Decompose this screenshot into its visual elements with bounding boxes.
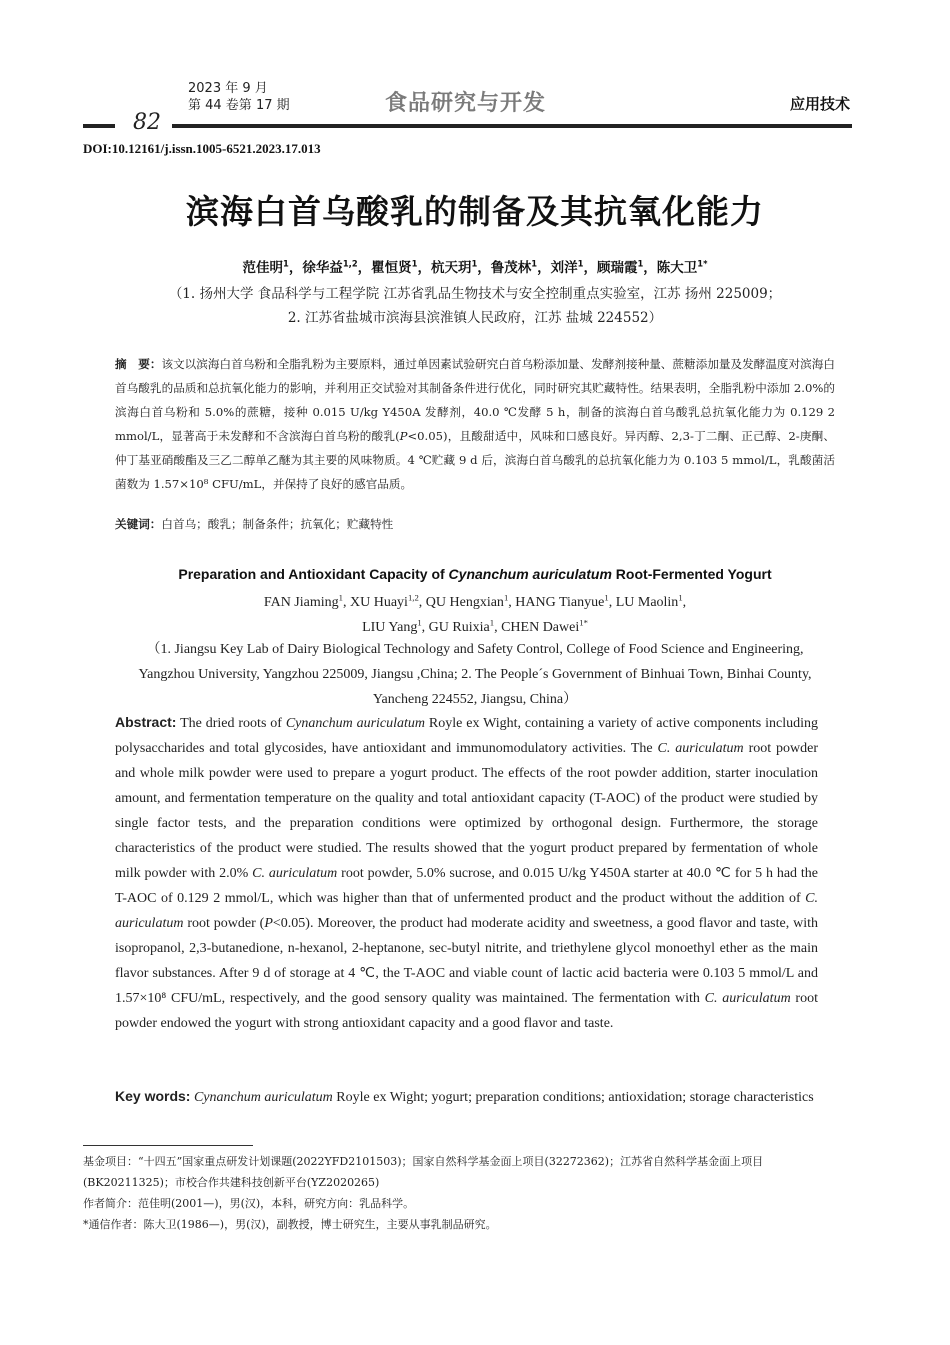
issue-volume: 第 44 卷第 17 期: [188, 98, 290, 113]
affiliation-line: 2. 江苏省盐城市滨海县滨淮镇人民政府，江苏 盐城 224552）: [287, 310, 663, 326]
abstract-text: Royle ex Wight, containing a variety of active components including polysaccharides and total glycosides, have antioxidant and immunomodulatory activities. The: [115, 716, 818, 756]
abstract-label-en: Abstract:: [115, 714, 177, 730]
author-name: 瞿恒贤: [371, 260, 412, 276]
species-name: C. auriculatum: [115, 891, 818, 931]
species-name: C. auriculatum: [657, 741, 744, 756]
author-affil-mark: 1: [283, 258, 289, 269]
abstract-cn: [115, 352, 835, 496]
author-affil-mark: 1: [531, 258, 538, 269]
author-affil-mark: 1: [489, 617, 495, 628]
affiliations-cn: [0, 282, 950, 330]
title-text: Root-Fermented Yogurt: [611, 566, 772, 582]
issue-date: 2023 年 9 月: [188, 81, 268, 96]
author-name: 鲁茂林: [490, 260, 532, 276]
author-list-cn: 范佳明$^1$，徐华益$^{1,2}$，瞿恒贤$^1$，杭天玥$^1$，鲁茂林$^1$，刘洋$^1$，顾瑞霞$^1$，陈大卫$^{1*}$: [242, 258, 708, 276]
abstract-text: root powder (: [183, 916, 265, 931]
species-name: C. auriculatum: [252, 866, 338, 881]
author-name: 杭天玥: [430, 260, 472, 276]
author-name: 范佳明: [242, 260, 283, 276]
abstract-text: root powder endowed the yogurt with strong antioxidant capacity and a good flavor and taste.: [115, 991, 818, 1031]
paper-title-en: [0, 566, 950, 582]
author-affil-mark: 1*: [579, 617, 588, 628]
funding-note: 基金项目：“十四五”国家重点研发计划课题(2022YFD2101503)；国家自然科学基金面上项目(32272362)；江苏省自然科学基金面上项目(BK20211325)；市校合作共建科技创新平台(YZ2020265): [83, 1155, 764, 1189]
author-affil-mark: 1: [604, 592, 609, 603]
issue-date-block: [188, 80, 290, 114]
author-name: QU Hengxian: [425, 595, 504, 610]
author-name: 顾瑞霞: [596, 260, 638, 276]
keywords-text: 白首乌；酸乳；制备条件；抗氧化；贮藏特性: [161, 517, 394, 531]
author-affil-mark: 1,2: [407, 592, 419, 603]
keywords-label-cn: 关键词：: [115, 517, 162, 531]
corresponding-author-note: *通信作者：陈大卫(1986—)，男(汉)，副教授，博士研究生，主要从事乳制品研究。: [83, 1218, 497, 1231]
affiliations-en: （1. Jiangsu Key Lab of Dairy Biological Technology and Safety Control, College of Food Science and Engineering, Yangzhou University, Yangzhou 225009, Jiangsu ,China; 2. The People´s Government of Binhuai Town, Binhai County, Yancheng 224552, Jiangsu, China）: [138, 642, 812, 707]
author-line: FAN Jiaming$^1$, XU Huayi$^{1,2}$, QU Hengxian$^1$, HANG Tianyue$^1$, LU Maolin$^1$,: [263, 592, 687, 610]
section-label: 应用技术: [789, 95, 850, 113]
keywords-en: [115, 1084, 818, 1110]
page-number: 82: [133, 110, 161, 135]
keywords-text: Royle ex Wight; yogurt; preparation conditions; antioxidation; storage characteristics: [332, 1090, 814, 1105]
footnote-rule: [83, 1145, 253, 1146]
keywords-label-en: Key words:: [115, 1088, 191, 1104]
author-name: LIU Yang: [362, 620, 418, 635]
abstract-en: [115, 710, 818, 1036]
abstract-text: <0.05)，且酸甜适中，风味和口感良好。异丙醇、2,3-丁二酮、正己醇、2-庚酮、仲丁基亚硝酸酯及三乙二醇单乙醚为其主要的风味物质。4 ℃贮藏 9 d 后，滨海白首乌酸乳的总抗氧化能力为 0.103 5 mmol/L，乳酸菌活菌数为 1.57×10⁸ CFU/mL，并保持了良好的感官品质。: [115, 429, 835, 491]
footnotes: [83, 1151, 853, 1235]
affiliation-line: （1. 扬州大学 食品科学与工程学院 江苏省乳品生物技术与安全控制重点实验室，江苏 扬州 225009；: [168, 286, 782, 302]
paper-title-cn: 滨海白首乌酸乳的制备及其抗氧化能力: [186, 192, 764, 231]
header-rule-left: [83, 124, 115, 128]
p-value-symbol: P: [264, 916, 273, 931]
abstract-label-cn: 摘 要：: [115, 357, 162, 371]
journal-name: 食品研究与开发: [385, 91, 547, 116]
author-line: LIU Yang$^1$, GU Ruixia$^1$, CHEN Dawei$^{1*}$: [362, 617, 588, 635]
author-name: GU Ruixia: [428, 620, 490, 635]
author-name: LU Maolin: [615, 595, 679, 610]
header-rule-right: [172, 124, 852, 128]
author-affil-mark: 1: [471, 258, 478, 269]
species-name: Cynanchum auriculatum: [448, 566, 612, 582]
species-name: C. auriculatum: [704, 991, 791, 1006]
species-name: Cynanchum auriculatum: [193, 1090, 333, 1105]
author-affil-mark: 1,2: [342, 258, 358, 269]
author-affil-mark: 1: [678, 592, 683, 603]
author-affil-mark: 1: [503, 592, 509, 603]
author-affil-mark: 1: [577, 258, 584, 269]
author-affil-mark: 1*: [697, 258, 708, 269]
author-name: XU Huayi: [350, 595, 408, 610]
abstract-text: 该文以滨海白首乌粉和全脂乳粉为主要原料，通过单因素试验研究白首乌粉添加量、发酵剂接种量、蔗糖添加量及发酵温度对滨海白首乌酸乳的品质和总抗氧化能力的影响，并利用正交试验对其制备条件进行优化，同时研究其贮藏特性。结果表明，全脂乳粉中添加 2.0%的滨海白首乌粉和 5.0%的蔗糖，接种 0.015 U/kg Y450A 发酵剂，40.0 ℃发酵 5 h，制备的滨海白首乌酸乳总抗氧化能力为 0.129 2 mmol/L，显著高于未发酵和不含滨海白首乌粉的酸乳(: [115, 357, 835, 443]
abstract-text: root powder and whole milk powder were used to prepare a yogurt product. The effects of the root powder addition, starter inoculation amount, and fermentation temperature on the quality and total antioxidant capacity (T-AOC) of the product were studied by single factor tests, and the preparation conditions were optimized by orthogonal design. Furthermore, the storage characteristics of the product were studied. The results showed that the yogurt product prepared by fermentation of whole milk powder with 2.0%: [115, 741, 819, 881]
author-name: 徐华益: [302, 260, 343, 276]
author-name: FAN Jiaming: [263, 595, 339, 610]
author-affil-mark: 1: [338, 592, 343, 603]
author-name: 刘洋: [550, 260, 578, 276]
author-affil-mark: 1: [411, 258, 418, 269]
abstract-text: root powder, 5.0% sucrose, and 0.015 U/kg Y450A starter at 40.0 ℃ for 5 h had the T-AOC of 0.129 2 mmol/L, which was higher than that of unfermented product and the product without the addition of: [115, 866, 818, 906]
p-value-symbol: P: [399, 429, 408, 443]
author-list-en: [0, 590, 950, 640]
abstract-text: The dried roots of: [176, 716, 286, 731]
author-name: HANG Tianyue: [515, 595, 605, 610]
doi-link[interactable]: DOI:10.12161/j.issn.1005-6521.2023.17.013: [83, 141, 321, 156]
author-name: 陈大卫: [656, 260, 698, 276]
abstract-text: <0.05). Moreover, the product had moderate acidity and sweetness, a good flavor and taste, with isopropanol, 2,3-butanedione, n-hexanol, 2-heptanone, sec-butyl nitrite, and triethylene glycol monoethyl ether as the main flavor substances. After 9 d of storage at 4 ℃, the T-AOC and viable count of lactic acid bacteria were 0.103 5 mmol/L and 1.57×10⁸ CFU/mL, respectively, and the good sensory quality was maintained. The fermentation with: [115, 916, 818, 1006]
author-affil-mark: 1: [637, 258, 644, 269]
title-text: Preparation and Antioxidant Capacity of: [178, 566, 449, 582]
author-name: CHEN Dawei: [501, 620, 580, 635]
keywords-cn: [115, 514, 835, 534]
author-affil-mark: 1: [417, 617, 422, 628]
species-name: Cynanchum auriculatum: [285, 716, 426, 731]
author-bio-note: 作者简介：范佳明(2001—)，男(汉)，本科，研究方向：乳品科学。: [83, 1197, 415, 1210]
